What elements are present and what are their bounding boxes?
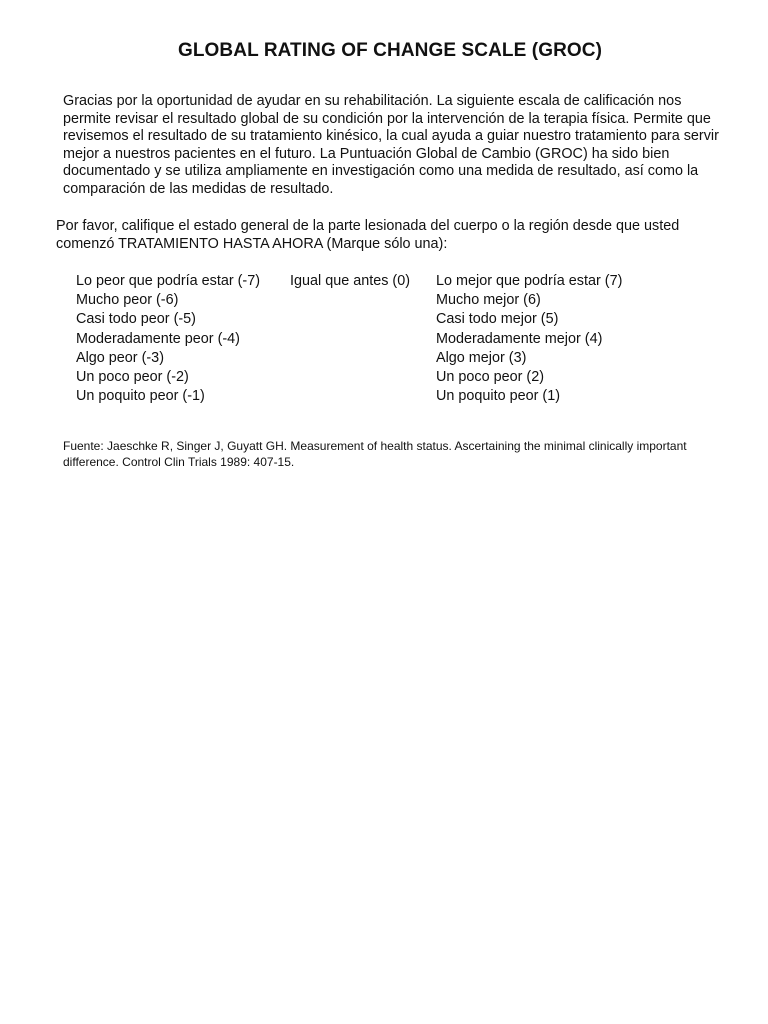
option-minus-5[interactable]: Casi todo peor (-5) xyxy=(76,311,196,328)
worse-options-column xyxy=(76,272,260,406)
option-plus-5[interactable]: Casi todo mejor (5) xyxy=(436,311,559,328)
better-options-column xyxy=(436,272,622,406)
instruction-paragraph: Por favor, califique el estado general de la parte lesionada del cuerpo o la región desde que usted comenzó TRATAMIENTO HASTA AHORA (Marque sólo una): xyxy=(56,218,680,252)
option-minus-4[interactable]: Moderadamente peor (-4) xyxy=(76,330,240,347)
option-minus-6[interactable]: Mucho peor (-6) xyxy=(76,292,179,309)
option-plus-6[interactable]: Mucho mejor (6) xyxy=(436,292,541,309)
option-minus-2[interactable]: Un poco peor (-2) xyxy=(76,368,189,385)
option-plus-4[interactable]: Moderadamente mejor (4) xyxy=(436,330,603,347)
option-0[interactable]: Igual que antes (0) xyxy=(290,273,411,289)
option-minus-1[interactable]: Un poquito peor (-1) xyxy=(76,388,205,405)
option-plus-3[interactable]: Algo mejor (3) xyxy=(436,349,527,366)
document-title: GLOBAL RATING OF CHANGE SCALE (GROC) xyxy=(177,40,603,61)
option-plus-7[interactable]: Lo mejor que podría estar (7) xyxy=(436,273,623,289)
source-citation: Fuente: Jaeschke R, Singer J, Guyatt GH. Measurement of health status. Ascertaining the minimal clinically important difference. Control Clin Trials 1989: 407-15. xyxy=(63,439,687,469)
option-minus-7[interactable]: Lo peor que podría estar (-7) xyxy=(76,273,260,289)
option-plus-1[interactable]: Un poquito peor (1) xyxy=(436,388,560,405)
same-options-column xyxy=(290,272,410,291)
option-plus-2[interactable]: Un poco peor (2) xyxy=(436,368,544,385)
rating-options xyxy=(0,272,768,412)
option-minus-3[interactable]: Algo peor (-3) xyxy=(76,349,164,366)
intro-paragraph: Gracias por la oportunidad de ayudar en su rehabilitación. La siguiente escala de calificación nos permite revisar el resultado global de su condición por la intervención de la terapia física. Permite que revisemos el resultado de su tratamiento kinésico, la cual ayuda a guiar nuestro tratamiento para servir mejor a nuestros pacientes en el futuro. La Puntuación Global de Cambio (GROC) ha sido bien documentado y se utiliza ampliamente en investigación como una medida de resultado, así como la comparación de las medidas de resultado. xyxy=(63,93,719,197)
